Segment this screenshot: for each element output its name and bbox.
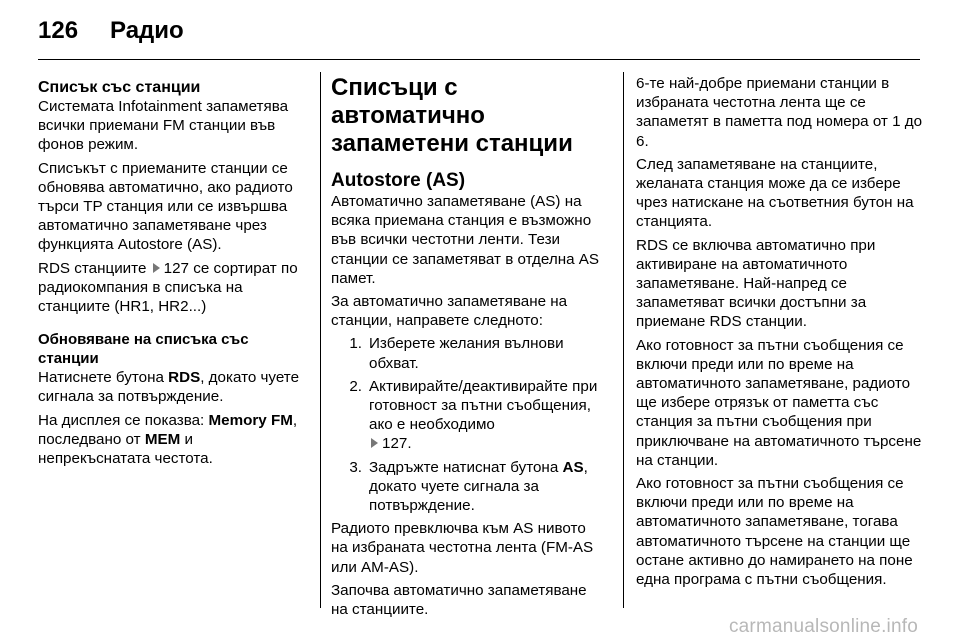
paragraph: 6-те най-добре приемани станции в избраната честотна лента ще се запаметят в паметта под номера от 1 до 6. <box>636 75 923 150</box>
paragraph: За автоматично запаметяване на станции, направете следното: <box>331 293 568 330</box>
list-item: 2. Активирайте/деактивирайте при готовност за пътни съобщения, ако е необходимо 127. <box>349 377 598 453</box>
steps-list <box>331 334 606 515</box>
paragraph: Списъкът с приеманите станции се обновява автоматично, ако радиото търси TP станция или се извършва автоматично запаметяване чрез функцията Autostore (AS). <box>38 159 293 254</box>
paragraph: След запаметяване на станциите, желаната станция може да се избере чрез натискане на съответния бутон на станцията. <box>636 155 914 231</box>
autostore-lists-title: Списъци с автоматично запаметени станции <box>331 74 573 157</box>
list-item: 3. Задръжте натиснат бутона AS, докато чуете сигнала за потвърждение. <box>349 458 588 515</box>
column-1 <box>38 78 308 472</box>
header-rule <box>38 59 920 60</box>
column-divider <box>623 72 624 608</box>
paragraph: Автоматично запаметяване (AS) на всяка приемана станция е възможно във всички честотни ленти. Тези станции се запаметяват в отделна AS памет. <box>331 193 600 287</box>
paragraph: RDS станциите 127 се сортират по радиокомпания в списъка на станциите (HR1, HR2...) <box>38 259 298 316</box>
paragraph: Радиото превключва към AS нивото на избраната честотна лента (FM-AS или AM-AS). <box>331 520 594 576</box>
as-button-label: AS <box>562 458 584 476</box>
list-item: 1. Изберете желания вълнови обхват. <box>349 335 564 372</box>
page-reference[interactable]: 127 <box>163 259 189 277</box>
page-header <box>38 17 184 51</box>
page-ref-arrow-icon <box>371 438 378 448</box>
paragraph: Започва автоматично запаметяване на станциите. <box>331 581 587 619</box>
column-3 <box>636 74 926 593</box>
paragraph: Натиснете бутона RDS, докато чуете сигнала за потвърждение. <box>38 369 300 406</box>
column-divider <box>320 72 321 608</box>
station-list-title: Списък със станции <box>38 79 201 96</box>
watermark: carmanualsonline.info <box>728 616 918 637</box>
paragraph: Системата Infotainment запаметява всички приемани FM станции във фонов режим. <box>38 98 289 154</box>
rds-button-label: RDS <box>168 369 201 387</box>
paragraph: RDS се включва автоматично при активиране на автоматичното запаметяване. Най-напред се запаметяват всички достъпни за приемане RDS станции. <box>636 236 876 331</box>
paragraph: Ако готовност за пътни съобщения се включи преди или по време на автоматичното запаметяване, тогава автоматичното търсене на станции ще остане активно до намирането на поне една програма с пътни съобщения. <box>636 475 913 589</box>
page-number: 126 <box>38 17 79 44</box>
section-title: Радио <box>110 17 184 44</box>
page-ref-arrow-icon <box>153 263 160 273</box>
column-2 <box>331 74 606 623</box>
page-reference[interactable]: 127. <box>382 435 412 453</box>
paragraph: На дисплея се показва: Memory FM, последвано от MEM и непрекъснатата честота. <box>38 411 298 468</box>
update-list-subtitle: Обновяване на списъка със станции <box>38 331 249 368</box>
autostore-subtitle: Autostore (AS) <box>331 170 466 191</box>
paragraph: Ако готовност за пътни съобщения се включи преди или по време на автоматичното запаметяване, радиото ще избере отрязък от паметта със станция за пътни съобщения при приключване на автоматичното търсене на станции. <box>636 336 922 469</box>
